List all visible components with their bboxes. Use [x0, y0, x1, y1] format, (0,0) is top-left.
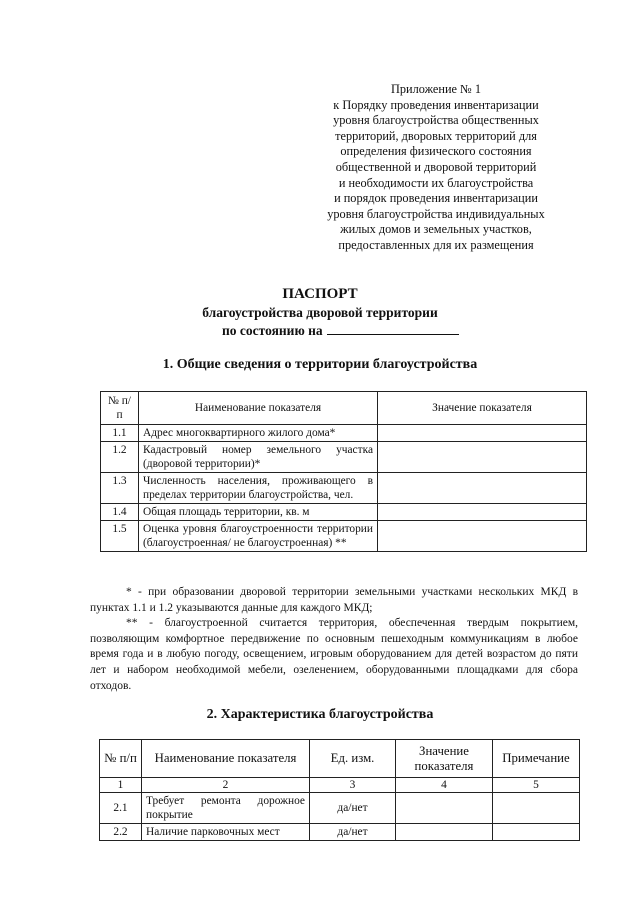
row-num: 1.1: [101, 425, 139, 442]
row-value[interactable]: [378, 521, 587, 552]
footnote-1: * - при образовании дворовой территории земельными участками нескольких МКД в пунктах 1.1 и 1.2 указываются данные для каждого МКД;: [90, 586, 578, 614]
row-unit: да/нет: [310, 824, 396, 841]
appendix-line: уровня благоустройства общественных: [333, 113, 539, 128]
table-row: [101, 442, 587, 473]
row-name: Оценка уровня благоустроенности территории (благоустроенная/ не благоустроенная) **: [139, 521, 378, 552]
passport-subtitle: благоустройства дворовой территории: [202, 305, 438, 320]
passport-date-line: [222, 322, 459, 339]
row-num: 1.4: [101, 504, 139, 521]
row-name: Кадастровый номер земельного участка (дворовой территории)*: [139, 442, 378, 473]
row-value[interactable]: [378, 473, 587, 504]
footnotes: [90, 585, 578, 694]
table-row: [100, 824, 580, 841]
table-row: [101, 504, 587, 521]
appendix-line: жилых домов и земельных участков,: [340, 222, 532, 237]
row-value[interactable]: [378, 504, 587, 521]
appendix-line: Приложение № 1: [390, 82, 482, 96]
appendix-header: [306, 82, 566, 254]
index-cell: 4: [396, 778, 493, 793]
footnote-2: ** - благоустроенной считается территория, обеспеченная твердым покрытием, позволяющим комфортное передвижение по основным пешеходным коммуникациям в любое время года и в любую погоду, освещением, игровым оборудованием для детей возрастом до пяти лет и набором необходимой мебели, озеленением, оборудованными площадками для сбора отходов.: [90, 617, 578, 692]
header-num: № п/п: [101, 392, 139, 425]
date-label: по состоянию на: [222, 323, 323, 338]
header-name: Наименование показателя: [142, 740, 310, 778]
general-info-table: [100, 391, 587, 552]
appendix-line: уровня благоустройства индивидуальных: [327, 206, 545, 221]
header-value: Значение показателя: [378, 392, 587, 425]
appendix-line: определения физического состояния: [340, 144, 532, 159]
row-num: 2.1: [100, 793, 142, 824]
date-blank-field[interactable]: [327, 322, 459, 335]
row-num: 1.2: [101, 442, 139, 473]
row-note[interactable]: [493, 824, 580, 841]
index-cell: 5: [493, 778, 580, 793]
appendix-line: и порядок проведения инвентаризации: [334, 191, 538, 206]
row-value[interactable]: [396, 793, 493, 824]
row-num: 2.2: [100, 824, 142, 841]
header-note: Примечание: [493, 740, 580, 778]
row-num: 1.5: [101, 521, 139, 552]
header-unit: Ед. изм.: [310, 740, 396, 778]
row-name: Адрес многоквартирного жилого дома*: [139, 425, 378, 442]
table-row: [101, 473, 587, 504]
column-index-row: [100, 778, 580, 793]
row-num: 1.3: [101, 473, 139, 504]
passport-title: ПАСПОРТ: [282, 286, 358, 302]
appendix-line: и необходимости их благоустройства: [338, 175, 534, 190]
row-note[interactable]: [493, 793, 580, 824]
row-value[interactable]: [378, 442, 587, 473]
appendix-line: предоставленных для их размещения: [338, 237, 534, 252]
appendix-line: территорий, дворовых территорий для: [335, 128, 537, 143]
table-row: [101, 425, 587, 442]
index-cell: 3: [310, 778, 396, 793]
appendix-line: общественной и дворовой территорий: [335, 159, 537, 174]
header-value: Значение показателя: [396, 740, 493, 778]
section1-heading: 1. Общие сведения о территории благоустройства: [162, 357, 478, 372]
index-cell: 2: [142, 778, 310, 793]
row-name: Численность населения, проживающего в пределах территории благоустройства, чел.: [139, 473, 378, 504]
header-name: Наименование показателя: [139, 392, 378, 425]
table-row: [101, 521, 587, 552]
table-row: [100, 793, 580, 824]
row-name: Наличие парковочных мест: [142, 824, 310, 841]
row-name: Требует ремонта дорожное покрытие: [142, 793, 310, 824]
section2-heading: 2. Характеристика благоустройства: [206, 707, 434, 722]
index-cell: 1: [100, 778, 142, 793]
header-num: № п/п: [100, 740, 142, 778]
table-header-row: [101, 392, 587, 425]
row-unit: да/нет: [310, 793, 396, 824]
characteristics-table: [99, 739, 580, 841]
appendix-line: к Порядку проведения инвентаризации: [333, 97, 539, 112]
row-value[interactable]: [378, 425, 587, 442]
row-value[interactable]: [396, 824, 493, 841]
row-name: Общая площадь территории, кв. м: [139, 504, 378, 521]
table-header-row: [100, 740, 580, 778]
